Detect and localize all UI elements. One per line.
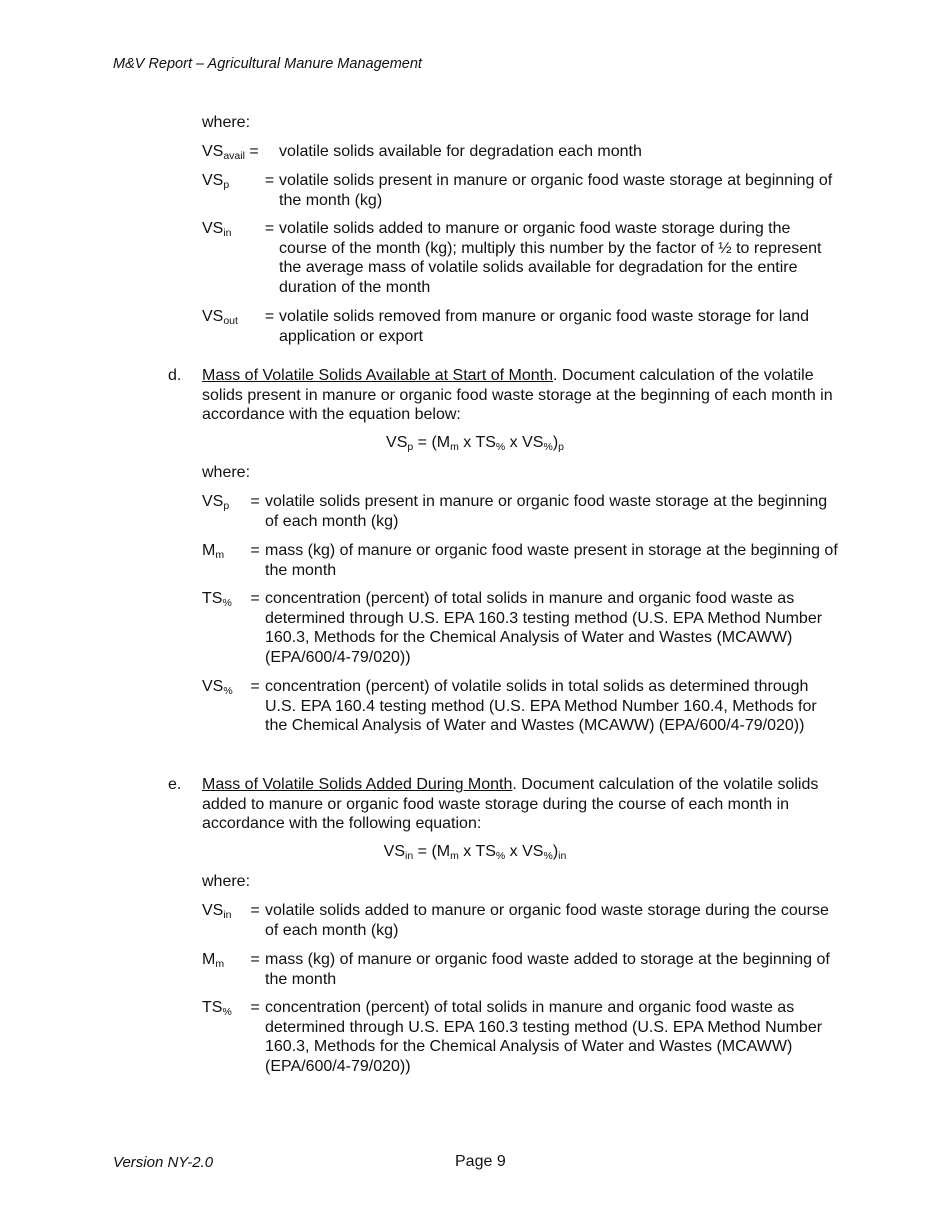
definition-ts-percent [202, 998, 842, 1076]
definition-vs-in [202, 901, 842, 940]
definition-m-m [202, 541, 842, 580]
equals-sign: = [250, 951, 260, 968]
definition-symbol: $VS_p$ [202, 172, 230, 191]
definition-vs-avail [202, 142, 842, 162]
definition-text: concentration (percent) of total solids in manure and organic food waste as determined through U.S. EPA 160.3 testing method (U.S. EPA Method Number 160.3, Methods for the Chemical Analysis of Water and Wastes (MCAWW) (EPA/600/4-79/020)) [265, 999, 823, 1075]
equals-sign: = [264, 308, 275, 325]
page-number: Page 9 [455, 1153, 506, 1170]
section-paragraph: Mass of Volatile Solids Available at Start of Month. Document calculation of the volatile solids present in manure or organic food waste storage at the beginning of each month in accordance with the equation below: [202, 367, 833, 423]
definition-text: volatile solids present in manure or organic food waste storage at the beginning of each month (kg) [265, 493, 828, 530]
section-letter: e. [168, 776, 182, 793]
where-label: where: [202, 114, 251, 131]
definition-symbol: $VS_{avail}$ = [202, 143, 259, 162]
definition-text: volatile solids available for degradation each month [279, 143, 642, 160]
equals-sign: = [250, 678, 260, 695]
definition-text: volatile solids added to manure or organic food waste storage during the course of each month (kg) [265, 902, 829, 939]
definition-text: volatile solids removed from manure or organic food waste storage for land application or export [279, 308, 810, 345]
definition-vs-percent [202, 677, 842, 736]
definition-symbol: $VS_{\%}$ [202, 678, 233, 697]
section-paragraph: Mass of Volatile Solids Added During Month. Document calculation of the volatile solids added to manure or organic food waste storage during the course of each month in accordance with the following equation: [202, 776, 819, 832]
section-letter: d. [168, 367, 182, 384]
equals-sign: = [250, 542, 260, 559]
definition-vs-in [202, 219, 842, 297]
equation-vs-p: $VS_p = (M_m$ x $TS_{\%}$ x $VS_{\%})_p$ [386, 434, 564, 453]
definition-text: concentration (percent) of volatile solids in total solids as determined through U.S. EPA 160.4 testing method (U.S. EPA Method Number 160.4, Methods for the Chemical Analysis of Water and Wastes (MCAWW) (EPA/600/4-79/020)) [265, 678, 817, 734]
definition-text: concentration (percent) of total solids in manure and organic food waste as determined through U.S. EPA 160.3 testing method (U.S. EPA Method Number 160.3, Methods for the Chemical Analysis of Water and Wastes (MCAWW) (EPA/600/4-79/020)) [265, 590, 823, 666]
definition-symbol: $M_m$ [202, 542, 225, 561]
definition-symbol: $M_m$ [202, 951, 225, 970]
definition-symbol: $VS_{out}$ [202, 308, 238, 327]
definition-symbol: $VS_{in}$ [202, 220, 232, 239]
section-title: Mass of Volatile Solids Available at Start of Month [202, 367, 554, 384]
section-title: Mass of Volatile Solids Added During Month [202, 776, 513, 793]
definition-text: volatile solids added to manure or organic food waste storage during the course of the month (kg); multiply this number by the factor of ½ to represent the average mass of volatile solids available for degradation for the entire duration of the month [279, 220, 822, 296]
where-label: where: [202, 464, 251, 481]
equals-sign: = [250, 999, 260, 1016]
definition-ts-percent [202, 589, 842, 667]
equals-sign: = [250, 493, 260, 510]
definition-text: volatile solids present in manure or organic food waste storage at beginning of the month (kg) [279, 172, 833, 209]
equals-sign: = [250, 902, 260, 919]
equals-sign: = [250, 590, 260, 607]
section-d [168, 366, 840, 425]
definition-symbol: $TS_{\%}$ [202, 590, 232, 609]
definition-text: mass (kg) of manure or organic food waste added to storage at the beginning of the month [265, 951, 830, 988]
where-label: where: [202, 873, 251, 890]
section-e [168, 775, 840, 834]
definition-m-m [202, 950, 842, 989]
definition-symbol: $VS_{in}$ [202, 902, 232, 921]
definition-vs-p [202, 492, 842, 531]
definition-symbol: $VS_p$ [202, 493, 230, 512]
equals-sign: = [264, 220, 275, 237]
equation-vs-in: $VS_{in} = (M_m$ x $TS_{\%}$ x $VS_{\%})_{in}$ [383, 843, 567, 862]
definition-text: mass (kg) of manure or organic food waste present in storage at the beginning of the month [265, 542, 838, 579]
definition-vs-out [202, 307, 842, 346]
definition-symbol: $TS_{\%}$ [202, 999, 232, 1018]
definition-vs-p [202, 171, 842, 210]
version-label: Version NY-2.0 [113, 1154, 214, 1171]
equals-sign: = [264, 172, 275, 189]
page-header: M&V Report – Agricultural Manure Management [113, 56, 422, 72]
